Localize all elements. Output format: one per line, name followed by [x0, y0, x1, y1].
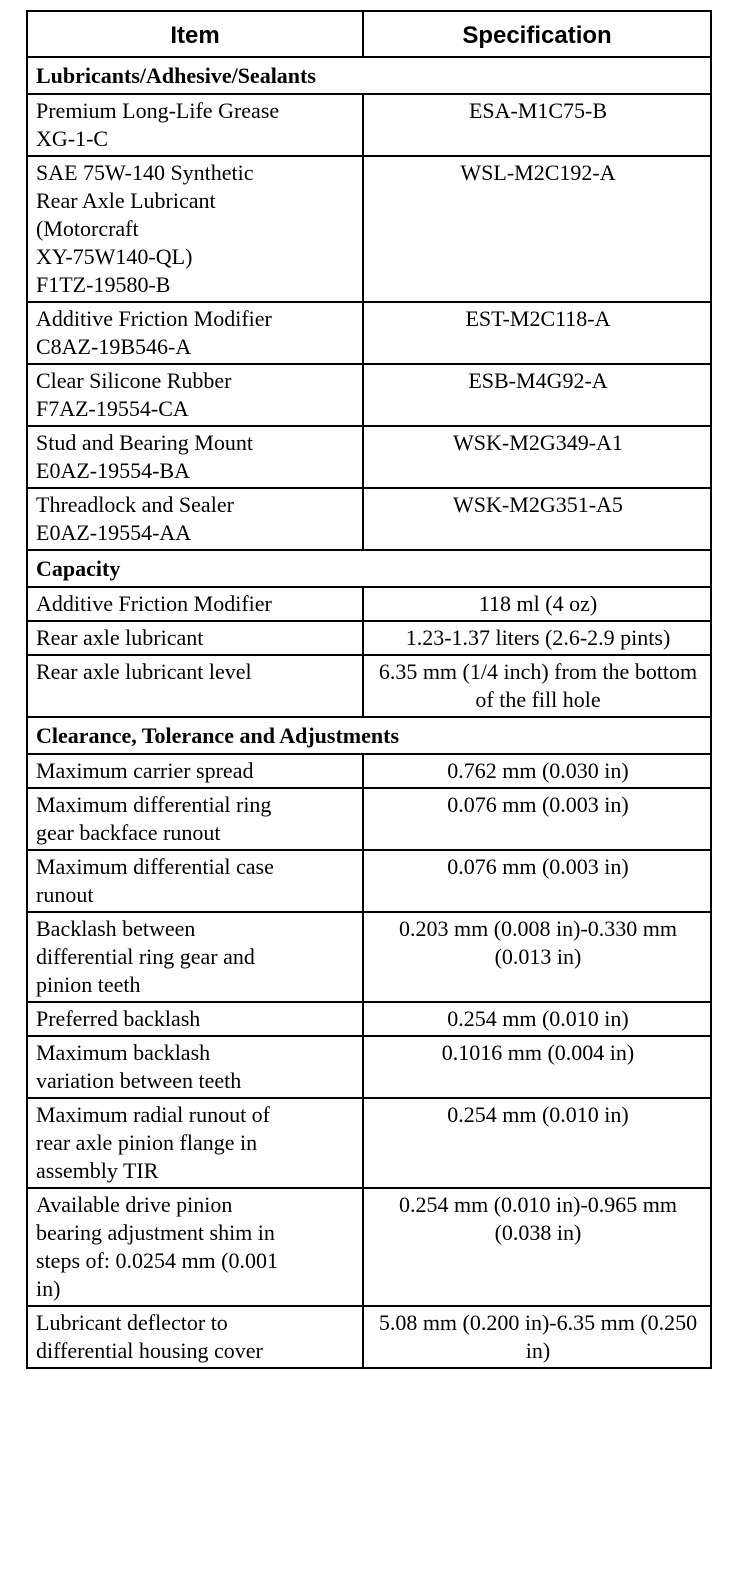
- item-cell: Clear Silicone Rubber F7AZ-19554-CA: [27, 364, 363, 426]
- specification-cell: 1.23-1.37 liters (2.6-2.9 pints): [363, 621, 711, 655]
- table-row: [27, 1098, 711, 1188]
- specification-cell: EST-M2C118-A: [363, 302, 711, 364]
- item-cell: Available drive pinion bearing adjustment shim in steps of: 0.0254 mm (0.001 in): [27, 1188, 363, 1306]
- item-cell: Backlash between differential ring gear and pinion teeth: [27, 912, 363, 1002]
- table-row: [27, 156, 711, 302]
- item-cell: Rear axle lubricant: [27, 621, 363, 655]
- item-cell: Preferred backlash: [27, 1002, 363, 1036]
- specification-cell: 0.076 mm (0.003 in): [363, 850, 711, 912]
- specification-cell: 0.203 mm (0.008 in)-0.330 mm (0.013 in): [363, 912, 711, 1002]
- item-cell: Lubricant deflector to differential housing cover: [27, 1306, 363, 1368]
- header-item: Item: [27, 11, 363, 57]
- section-title: Lubricants/Adhesive/Sealants: [27, 57, 711, 94]
- table-row: [27, 587, 711, 621]
- specification-cell: 0.1016 mm (0.004 in): [363, 1036, 711, 1098]
- specification-cell: 5.08 mm (0.200 in)-6.35 mm (0.250 in): [363, 1306, 711, 1368]
- table-row: [27, 1002, 711, 1036]
- specification-cell: ESB-M4G92-A: [363, 364, 711, 426]
- specification-cell: 0.076 mm (0.003 in): [363, 788, 711, 850]
- table-row: [27, 364, 711, 426]
- item-cell: Additive Friction Modifier C8AZ-19B546-A: [27, 302, 363, 364]
- item-cell: Stud and Bearing Mount E0AZ-19554-BA: [27, 426, 363, 488]
- table-row: [27, 754, 711, 788]
- section-header-row: [27, 717, 711, 754]
- specification-cell: WSK-M2G351-A5: [363, 488, 711, 550]
- specification-cell: 0.254 mm (0.010 in)-0.965 mm (0.038 in): [363, 1188, 711, 1306]
- specification-cell: 0.762 mm (0.030 in): [363, 754, 711, 788]
- item-cell: Rear axle lubricant level: [27, 655, 363, 717]
- table-row: [27, 850, 711, 912]
- table-row: [27, 1036, 711, 1098]
- specification-cell: ESA-M1C75-B: [363, 94, 711, 156]
- specification-cell: 6.35 mm (1/4 inch) from the bottom of the fill hole: [363, 655, 711, 717]
- item-cell: Threadlock and Sealer E0AZ-19554-AA: [27, 488, 363, 550]
- table-row: [27, 1188, 711, 1306]
- item-cell: Maximum backlash variation between teeth: [27, 1036, 363, 1098]
- specification-cell: 118 ml (4 oz): [363, 587, 711, 621]
- table-row: [27, 621, 711, 655]
- table-row: [27, 655, 711, 717]
- item-cell: Maximum differential case runout: [27, 850, 363, 912]
- table-row: [27, 788, 711, 850]
- specification-cell: 0.254 mm (0.010 in): [363, 1002, 711, 1036]
- item-cell: SAE 75W-140 Synthetic Rear Axle Lubricant (Motorcraft XY-75W140-QL) F1TZ-19580-B: [27, 156, 363, 302]
- section-title: Clearance, Tolerance and Adjustments: [27, 717, 711, 754]
- section-title: Capacity: [27, 550, 711, 587]
- specification-table: [26, 10, 712, 1369]
- table-row: [27, 488, 711, 550]
- specification-cell: WSL-M2C192-A: [363, 156, 711, 302]
- table-row: [27, 1306, 711, 1368]
- item-cell: Maximum carrier spread: [27, 754, 363, 788]
- table-body: [27, 57, 711, 1368]
- item-cell: Additive Friction Modifier: [27, 587, 363, 621]
- specification-cell: WSK-M2G349-A1: [363, 426, 711, 488]
- table-row: [27, 302, 711, 364]
- section-header-row: [27, 550, 711, 587]
- specification-cell: 0.254 mm (0.010 in): [363, 1098, 711, 1188]
- header-specification: Specification: [363, 11, 711, 57]
- item-cell: Maximum differential ring gear backface runout: [27, 788, 363, 850]
- item-cell: Premium Long-Life Grease XG-1-C: [27, 94, 363, 156]
- table-row: [27, 912, 711, 1002]
- header-row: [27, 11, 711, 57]
- table-row: [27, 94, 711, 156]
- item-cell: Maximum radial runout of rear axle pinion flange in assembly TIR: [27, 1098, 363, 1188]
- section-header-row: [27, 57, 711, 94]
- table-row: [27, 426, 711, 488]
